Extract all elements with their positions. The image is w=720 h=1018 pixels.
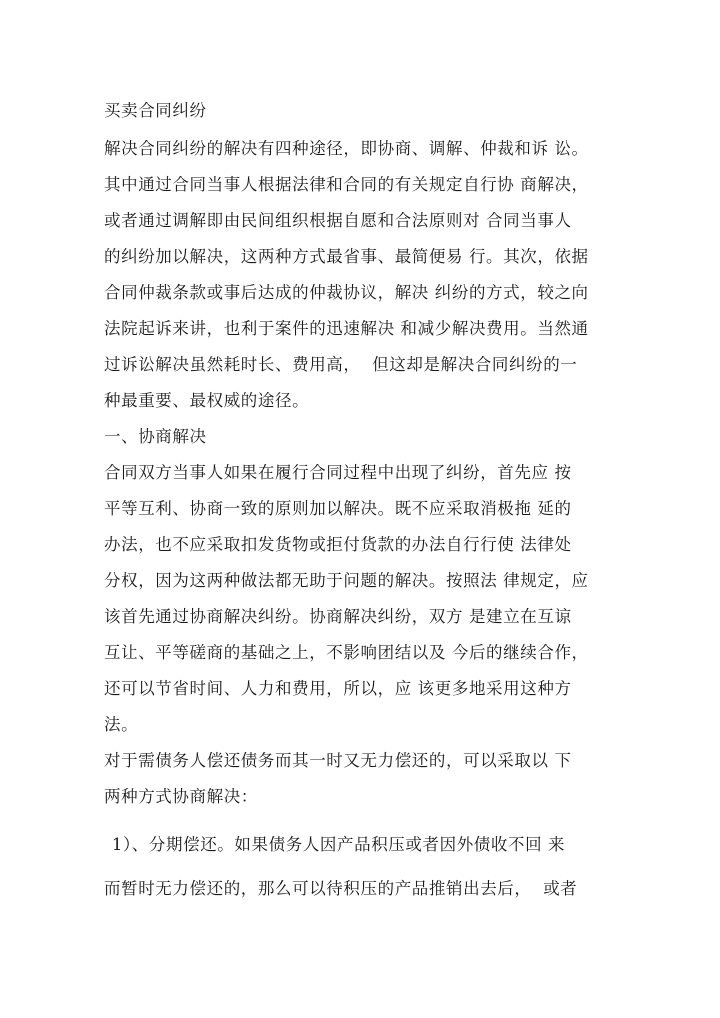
paragraph-line: 合同双方当事人如果在履行合同过程中出现了纠纷，首先应 按 <box>104 463 572 482</box>
paragraph-line: 平等互利、协商一致的原则加以解决。既不应采取消极拖 延的 <box>104 499 572 518</box>
paragraph-line: 其中通过合同当事人根据法律和合同的有关规定自行协 商解决， <box>104 175 589 194</box>
section-heading: 一、协商解决 <box>104 427 207 446</box>
paragraph-line: 法。 <box>104 715 139 734</box>
paragraph-line: 合同仲裁条款或事后达成的仲裁协议，解决 纠纷的方式，较之向 <box>104 283 589 302</box>
paragraph-line: 互让、平等磋商的基础之上，不影响团结以及 今后的继续合作， <box>104 643 589 662</box>
paragraph-line: 法院起诉来讲，也利于案件的迅速解决 和减少解决费用。当然通 <box>104 319 589 338</box>
paragraph-line: 过诉讼解决虽然耗时长、费用高， 但这却是解决合同纠纷的一 <box>104 355 578 374</box>
paragraph-line: 或者通过调解即由民间组织根据自愿和合法原则对 合同当事人 <box>104 211 572 230</box>
paragraph-line: 还可以节省时间、人力和费用，所以，应 该更多地采用这种方 <box>104 679 572 698</box>
paragraph-line: 办法，也不应采取扣发货物或拒付货款的办法自行行使 法律处 <box>104 535 572 554</box>
paragraph-line: 对于需债务人偿还债务而其一时又无力偿还的，可以采取以 下 <box>104 751 572 770</box>
paragraph-line: 分权，因为这两种做法都无助于问题的解决。按照法 律规定，应 <box>104 571 589 590</box>
list-item-line: 1）、分期偿还。如果债务人因产品积压或者因外债收不回 来 <box>106 835 566 854</box>
paragraph-line: 而暂时无力偿还的，那么可以待积压的产品推销出去后， 或者 <box>104 879 578 898</box>
paragraph-line: 的纠纷加以解决，这两种方式最省事、最简便易 行。其次，依据 <box>104 247 589 266</box>
document-title: 买卖合同纠纷 <box>104 101 207 120</box>
paragraph-line: 该首先通过协商解决纠纷。协商解决纠纷，双方 是建立在互谅 <box>104 607 572 626</box>
paragraph-line: 种最重要、最权威的途径。 <box>104 391 310 410</box>
paragraph-line: 两种方式协商解决： <box>104 787 258 806</box>
paragraph-line: 解决合同纠纷的解决有四种途径，即协商、调解、仲裁和诉 讼。 <box>104 139 589 158</box>
